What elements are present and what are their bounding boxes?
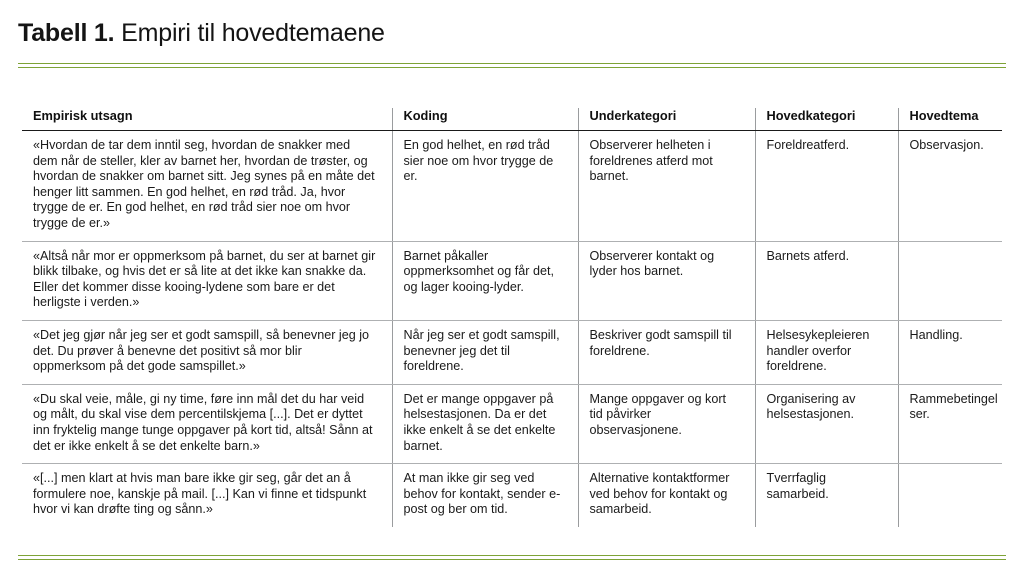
table-row: [22, 320, 1002, 384]
cell-koding: Barnet påkaller oppmerksomhet og får det, og lager kooing-lyder.: [392, 241, 578, 320]
cell-underkategori: Observerer helheten i foreldrenes atferd mot barnet.: [578, 131, 755, 242]
green-rule-bottom: [18, 555, 1006, 560]
table-container: [22, 108, 1002, 527]
cell-underkategori: Observerer kontakt og lyder hos barnet.: [578, 241, 755, 320]
cell-empirisk-utsagn: «Hvordan de tar dem inntil seg, hvordan de snakker med dem når de steller, kler av barnet her, hvordan de trøster, og hvordan de snakker om barnet sitt. Jeg synes på en måte det henger litt sammen. En god helhet, en rød tråd. Ja, hvor trygge de er. En god helhet, en rød tråd sier noe om hvor trygge de er.»: [22, 131, 392, 242]
figure-caption-block: [18, 18, 1006, 48]
column-header-underkategori: Underkategori: [578, 108, 755, 131]
column-header-hovedtema: Hovedtema: [898, 108, 1002, 131]
cell-underkategori: Mange oppgaver og kort tid påvirker observasjonene.: [578, 384, 755, 463]
cell-hovedkategori: Tverrfaglig samarbeid.: [755, 464, 898, 527]
table-body: [22, 131, 1002, 527]
cell-hovedtema: [898, 464, 1002, 527]
cell-empirisk-utsagn: «[...] men klart at hvis man bare ikke gir seg, går det an å formulere noe, kanskje på mail. [...] Kan vi finne et tidspunkt hvor vi kan drøfte ting og sånn.»: [22, 464, 392, 527]
column-header-koding: Koding: [392, 108, 578, 131]
cell-empirisk-utsagn: «Du skal veie, måle, gi ny time, føre inn mål det du har veid og målt, du skal vise dem percentilskjema [...]. Det er dyttet inn fryktelig mange tunge oppgaver på kort tid, altså! Sånn at det er ikke enkelt å se det enkelte barn.»: [22, 384, 392, 463]
cell-empirisk-utsagn: «Altså når mor er oppmerksom på barnet, du ser at barnet gir blikk tilbake, og hvis det er så lite at det ikke kan snakke da. Eller det kommer disse kooing-lydene som bare er det herligste i verden.»: [22, 241, 392, 320]
cell-underkategori: Beskriver godt samspill til foreldrene.: [578, 320, 755, 384]
table-header: [22, 108, 1002, 131]
cell-hovedtema: Observasjon.: [898, 131, 1002, 242]
cell-hovedtema: [898, 241, 1002, 320]
column-header-empirisk-utsagn: Empirisk utsagn: [22, 108, 392, 131]
cell-hovedtema: Rammebetingelser.: [898, 384, 1002, 463]
empiri-table: [22, 108, 1002, 527]
cell-hovedtema: Handling.: [898, 320, 1002, 384]
cell-empirisk-utsagn: «Det jeg gjør når jeg ser et godt samspill, så benevner jeg jo det. Du prøver å benevne det positivt så mor blir oppmerksom på det gode samspillet.»: [22, 320, 392, 384]
cell-underkategori: Alternative kontaktformer ved behov for kontakt og samarbeid.: [578, 464, 755, 527]
cell-hovedkategori: Foreldreatferd.: [755, 131, 898, 242]
table-header-row: [22, 108, 1002, 131]
caption-label: Tabell 1.: [18, 19, 115, 47]
cell-koding: Det er mange oppgaver på helsestasjonen. Da er det ikke enkelt å se det enkelte barnet.: [392, 384, 578, 463]
cell-koding: En god helhet, en rød tråd sier noe om hvor trygge de er.: [392, 131, 578, 242]
cell-koding: Når jeg ser et godt samspill, benevner jeg det til foreldrene.: [392, 320, 578, 384]
column-header-hovedkategori: Hovedkategori: [755, 108, 898, 131]
table-row: [22, 384, 1002, 463]
table-row: [22, 464, 1002, 527]
cell-koding: At man ikke gir seg ved behov for kontakt, sender e-post og ber om tid.: [392, 464, 578, 527]
caption-text: Empiri til hovedtemaene: [121, 19, 385, 47]
cell-hovedkategori: Barnets atferd.: [755, 241, 898, 320]
cell-hovedkategori: Organisering av helsestasjonen.: [755, 384, 898, 463]
table-row: [22, 241, 1002, 320]
page-title: [18, 18, 1006, 48]
table-row: [22, 131, 1002, 242]
green-rule-top: [18, 63, 1006, 68]
cell-hovedkategori: Helsesykepleieren handler overfor foreldrene.: [755, 320, 898, 384]
